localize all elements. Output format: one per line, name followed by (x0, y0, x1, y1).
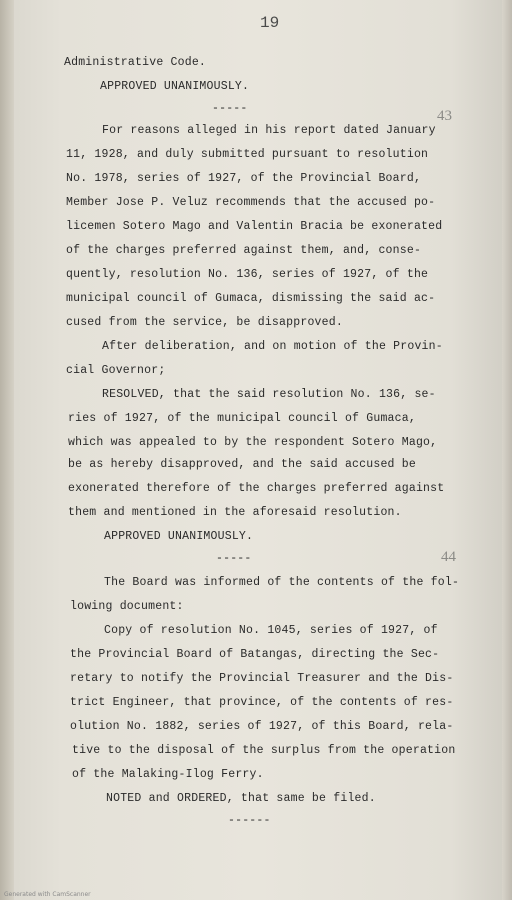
text-line: municipal council of Gumaca, dismissing the said ac- (66, 292, 436, 305)
text-line: No. 1978, series of 1927, of the Provincial Board, (66, 172, 422, 185)
text-line: cial Governor; (66, 364, 166, 377)
text-line: trict Engineer, that province, of the contents of res- (70, 696, 454, 709)
text-line: cused from the service, be disapproved. (66, 316, 343, 329)
text-line: be as hereby disapproved, and the said accused be (68, 458, 416, 471)
page-edge-right (502, 0, 512, 900)
margin-number: 44 (441, 549, 456, 565)
text-line: which was appealed to by the respondent Sotero Mago, (68, 436, 438, 449)
text-line: Member Jose P. Veluz recommends that the accused po- (66, 196, 436, 209)
separator: ----- (216, 552, 252, 565)
text-line: RESOLVED, that the said resolution No. 136, se- (102, 388, 436, 401)
text-line: of the Malaking-Ilog Ferry. (72, 768, 264, 781)
text-line: NOTED and ORDERED, that same be filed. (106, 792, 376, 805)
heading-approved: APPROVED UNANIMOUSLY. (104, 530, 254, 543)
page-edge-left (0, 0, 14, 900)
page-number: 19 (260, 14, 280, 32)
text-line: exonerated therefore of the charges preferred against (68, 482, 445, 495)
text-line: the Provincial Board of Batangas, directing the Sec- (70, 648, 440, 661)
text-line: After deliberation, and on motion of the Provin- (102, 340, 443, 353)
margin-number: 43 (437, 108, 452, 124)
text-line: The Board was informed of the contents of the fol- (104, 576, 460, 589)
text-line: them and mentioned in the aforesaid resolution. (68, 506, 402, 519)
text-line: Administrative Code. (64, 56, 207, 69)
heading-approved: APPROVED UNANIMOUSLY. (100, 80, 250, 93)
scanner-footer: Generated with CamScanner (4, 891, 91, 898)
text-line: For reasons alleged in his report dated January (102, 124, 436, 137)
text-line: of the charges preferred against them, and, conse- (66, 244, 422, 257)
text-line: olution No. 1882, series of 1927, of this Board, rela- (70, 720, 454, 733)
separator: ----- (212, 102, 248, 115)
text-line: quently, resolution No. 136, series of 1927, of the (66, 268, 429, 281)
text-line: retary to notify the Provincial Treasurer and the Dis- (70, 672, 454, 685)
separator: ------ (228, 814, 271, 827)
text-line: 11, 1928, and duly submitted pursuant to resolution (66, 148, 429, 161)
text-line: ries of 1927, of the municipal council of Gumaca, (68, 412, 416, 425)
text-line: tive to the disposal of the surplus from the operation (72, 744, 456, 757)
text-line: licemen Sotero Mago and Valentin Bracia be exonerated (66, 220, 443, 233)
text-line: lowing document: (70, 600, 184, 613)
text-line: Copy of resolution No. 1045, series of 1927, of (104, 624, 438, 637)
